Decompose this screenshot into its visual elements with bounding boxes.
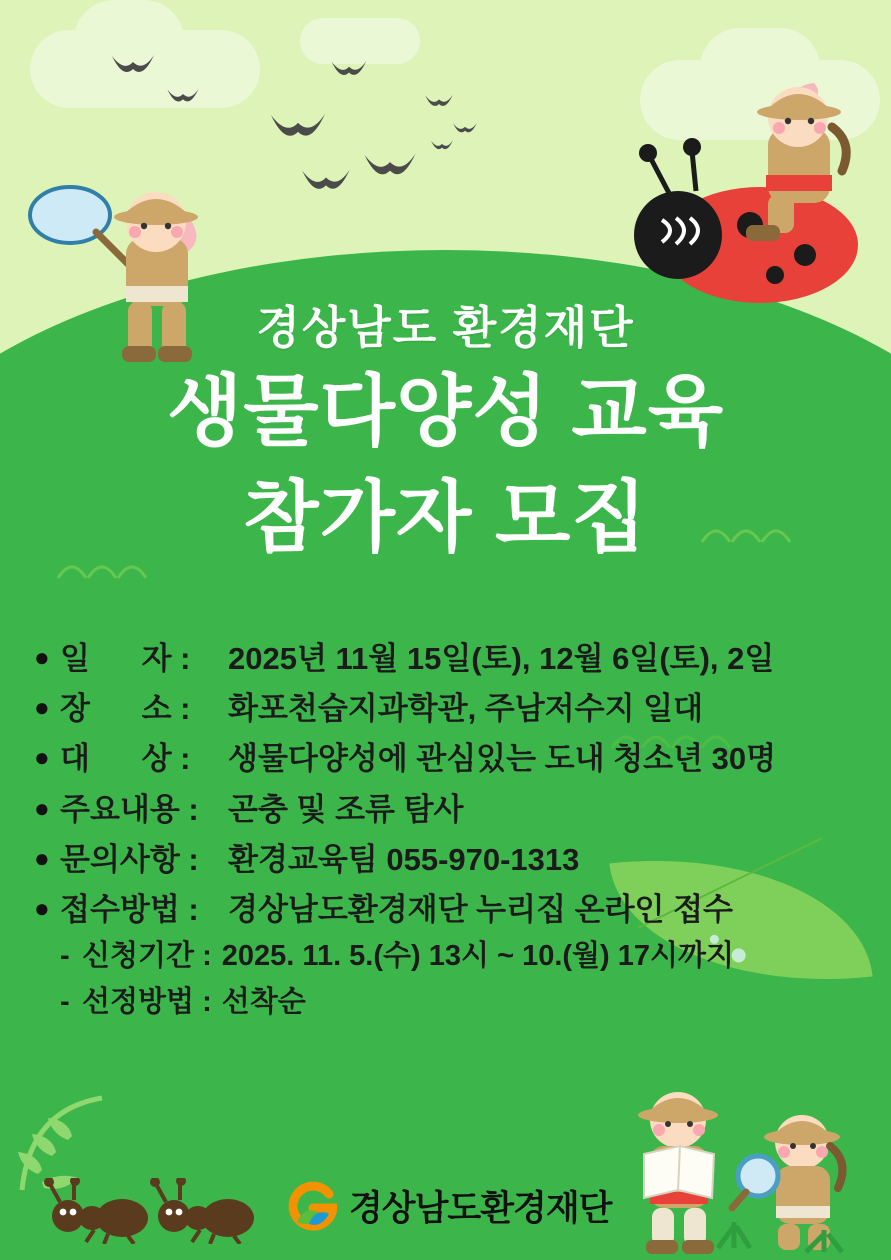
- info-label: 대 상 :: [60, 741, 191, 777]
- two-explorers-illustration: [606, 1080, 886, 1260]
- info-list: [34, 640, 864, 1033]
- dash-marker: -: [60, 985, 70, 1018]
- info-label: 주요내용 :: [60, 791, 199, 827]
- info-row: [34, 740, 864, 777]
- bullet-icon: ●: [34, 842, 50, 873]
- info-row: [34, 891, 864, 928]
- info-label: 문의사항 :: [60, 841, 199, 877]
- info-value: 생물다양성에 관심있는 도내 청소년 30명: [228, 741, 777, 777]
- bullet-icon: ●: [34, 642, 50, 672]
- poster-title-line-2: 참가자 모집: [243, 473, 648, 562]
- ant-icon: [148, 1178, 258, 1249]
- bullet-icon: ●: [34, 792, 50, 823]
- bullet-icon: ●: [34, 742, 50, 773]
- info-label: 선정방법 :: [82, 985, 212, 1018]
- ant-icon: [42, 1178, 152, 1249]
- footer-logo: [285, 1180, 611, 1232]
- info-value: 곤충 및 조류 탐사: [228, 791, 464, 827]
- map-icon: [644, 1146, 714, 1198]
- squiggle-decoration-icon: [56, 556, 176, 587]
- info-sub-row: [60, 985, 864, 1020]
- info-label: 접수방법 :: [60, 891, 199, 927]
- girl-on-ladybug-illustration: [600, 55, 890, 310]
- poster-title-line-1: 생물다양성 교육: [166, 367, 725, 456]
- info-value: 2025. 11. 5.(수) 13시 ~ 10.(월) 17시까지: [221, 940, 735, 973]
- organization-subtitle: 경상남도 환경재단: [256, 302, 635, 353]
- bullet-icon: ●: [34, 692, 50, 723]
- info-row: [34, 791, 864, 828]
- info-value: 환경교육팀 055-970-1313: [228, 841, 580, 877]
- info-row: [34, 690, 864, 727]
- info-label: 장 소 :: [60, 691, 191, 727]
- foundation-logo-icon: [285, 1180, 337, 1232]
- footer-logo-text: 경상남도환경재단: [349, 1189, 612, 1228]
- info-label: 일 자 :: [60, 641, 191, 676]
- info-value: 선착순: [221, 985, 306, 1018]
- butterfly-net-icon: [30, 187, 136, 272]
- info-row: [34, 841, 864, 878]
- info-label: 신청기간 :: [82, 940, 212, 973]
- info-sub-row: [60, 939, 864, 974]
- info-value: 2025년 11월 15일(토), 12월 6일(토), 2일: [228, 641, 775, 676]
- squiggle-decoration-icon: [700, 520, 820, 551]
- magnifier-icon: [732, 1156, 778, 1208]
- dash-marker: -: [60, 940, 70, 973]
- info-value: 화포천습지과학관, 주남저수지 일대: [228, 691, 704, 727]
- bullet-icon: ●: [34, 892, 50, 923]
- info-row: [34, 640, 864, 677]
- info-value: 경상남도환경재단 누리집 온라인 접수: [228, 891, 733, 927]
